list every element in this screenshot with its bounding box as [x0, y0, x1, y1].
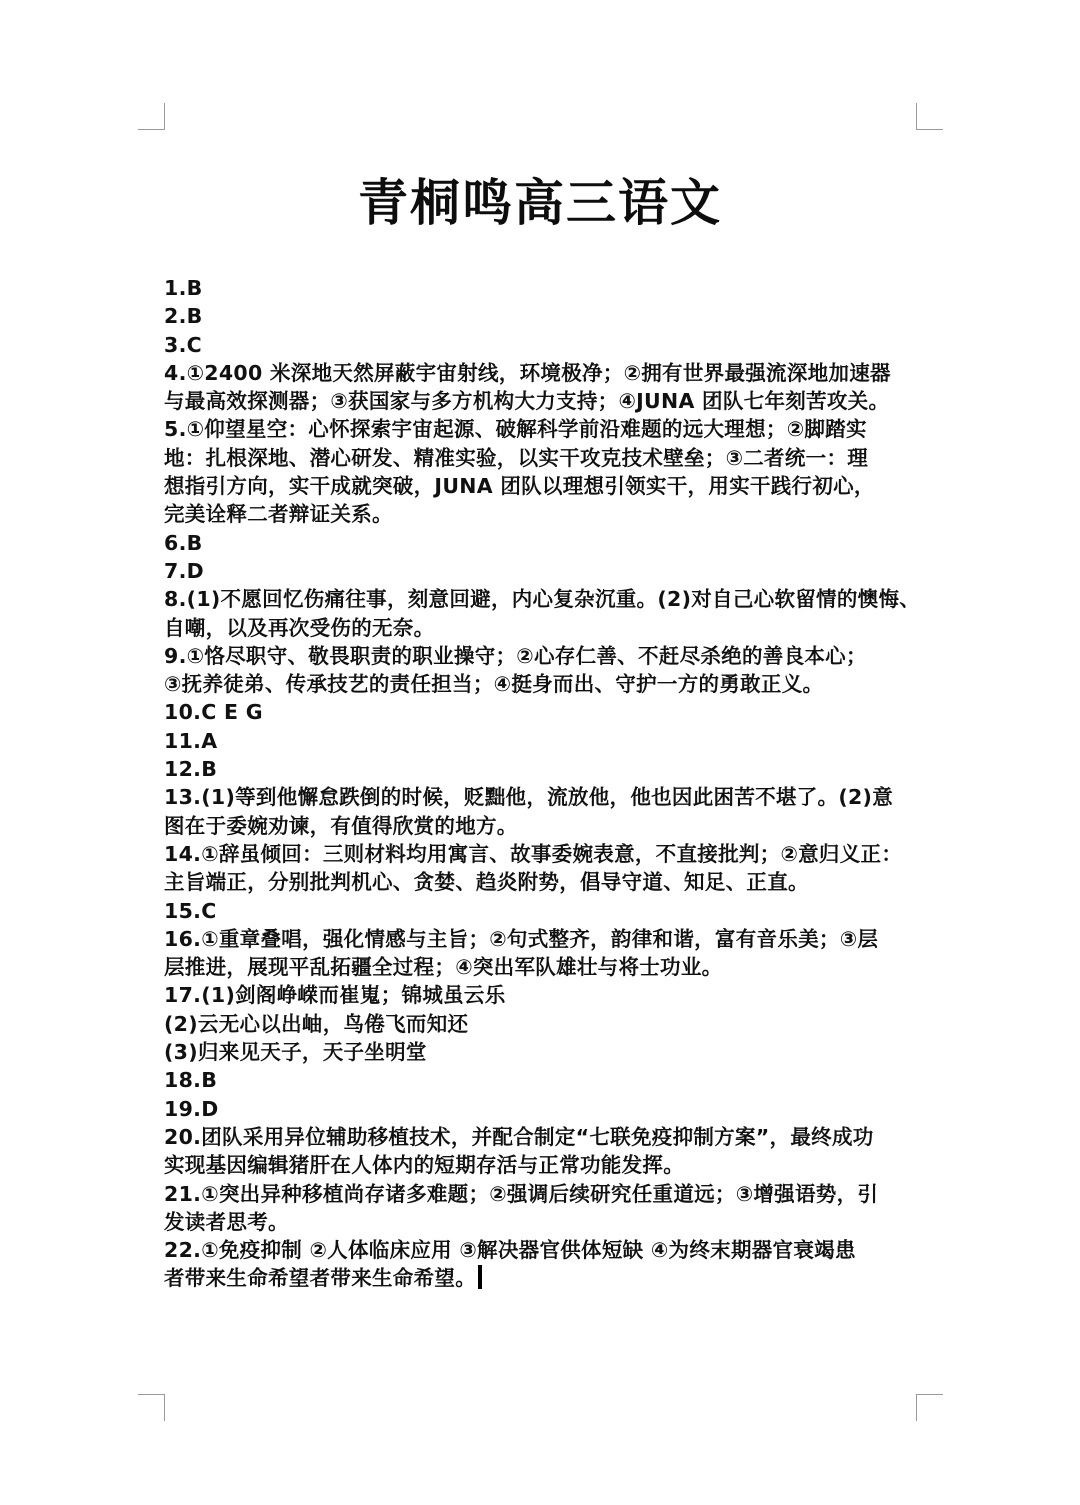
- answer-line: 14.①辞虽倾回：三则材料均用寓言、故事委婉表意，不直接批判；②意归义正：: [164, 841, 903, 866]
- answer-line: 主旨端正，分别批判机心、贪婪、趋炎附势，倡导守道、知足、正直。: [164, 870, 809, 895]
- answer-line: 层推进，展现平乱拓疆全过程；④突出军队雄壮与将士功业。: [164, 955, 723, 980]
- answer-line: 12.B: [164, 757, 218, 782]
- crop-mark-top-left: [138, 103, 165, 130]
- answer-line: 7.D: [164, 558, 204, 583]
- answer-line: 22.①免疫抑制 ②人体临床应用 ③解决器官供体短缺 ④为终末期器官衰竭患: [164, 1238, 856, 1263]
- answer-line: 21.①突出异种移植尚存诸多难题；②强调后续研究任重道远；③增强语势，引: [164, 1181, 879, 1206]
- answer-line: (2)云无心以出岫，鸟倦飞而知还: [164, 1011, 469, 1036]
- answer-line: 19.D: [164, 1096, 219, 1121]
- text-cursor: [478, 1265, 482, 1289]
- answer-line: 3.C: [164, 332, 202, 357]
- answer-line: 4.①2400 米深地天然屏蔽宇宙射线，环境极净；②拥有世界最强流深地加速器: [164, 360, 891, 385]
- answer-line: 1.B: [164, 276, 203, 300]
- answer-line: 9.①恪尽职守、敬畏职责的职业操守；②心存仁善、不赶尽杀绝的善良本心；: [164, 643, 867, 668]
- answer-line: 地：扎根深地、潜心研发、精准实验，以实干攻克技术壁垒；③二者统一：理: [164, 445, 869, 470]
- answer-line: 11.A: [164, 728, 218, 753]
- answer-line: 20.团队采用异位辅助移植技术，并配合制定“七联免疫抑制方案”，最终成功: [164, 1124, 874, 1149]
- answer-line: (3)归来见天子，天子坐明堂: [164, 1040, 427, 1065]
- answer-line: 13.(1)等到他懈怠跌倒的时候，贬黜他，流放他，他也因此困苦不堪了。(2)意: [164, 785, 894, 810]
- answer-line: 18.B: [164, 1068, 218, 1093]
- answer-line-text: 者带来生命希望者带来生命希望。: [164, 1266, 476, 1291]
- answer-line: 17.(1)剑阁峥嵘而崔嵬；锦城虽云乐: [164, 983, 506, 1008]
- answer-line: 图在于委婉劝谏，有值得欣赏的地方。: [164, 813, 518, 838]
- answer-line: 16.①重章叠唱，强化情感与主旨；②句式整齐，韵律和谐，富有音乐美；③层: [164, 926, 879, 951]
- crop-mark-bottom-right: [916, 1394, 943, 1421]
- answer-line: 5.①仰望星空：心怀探索宇宙起源、破解科学前沿难题的远大理想；②脚踏实: [164, 417, 867, 442]
- answer-line: ③抚养徒弟、传承技艺的责任担当；④挺身而出、守护一方的勇敢正义。: [164, 672, 824, 697]
- answer-line: 15.C: [164, 898, 217, 923]
- answer-line: 实现基因编辑猪肝在人体内的短期存活与正常功能发挥。: [164, 1153, 684, 1178]
- answer-line: 8.(1)不愿回忆伤痛往事，刻意回避，内心复杂沉重。(2)对自己心软留情的懊悔、: [164, 587, 921, 612]
- answer-line: 2.B: [164, 304, 203, 329]
- answer-line: 自嘲，以及再次受伤的无奈。: [164, 615, 435, 640]
- answer-line: 发读者思考。: [164, 1209, 289, 1234]
- crop-mark-top-right: [916, 103, 943, 130]
- answer-list: [164, 274, 924, 1293]
- answer-line: 完美诠释二者辩证关系。: [164, 502, 393, 527]
- answer-line: 6.B: [164, 530, 203, 555]
- answer-line-last: [164, 1264, 924, 1292]
- answer-line: 与最高效探测器；③获国家与多方机构大力支持；④JUNA 团队七年刻苦攻关。: [164, 389, 890, 414]
- answer-line: 想指引方向，实干成就突破，JUNA 团队以理想引领实干，用实干践行初心，: [164, 474, 875, 499]
- page-title: 青桐鸣高三语文: [358, 174, 722, 232]
- crop-mark-bottom-left: [138, 1394, 165, 1421]
- answer-line: 10.C E G: [164, 700, 263, 725]
